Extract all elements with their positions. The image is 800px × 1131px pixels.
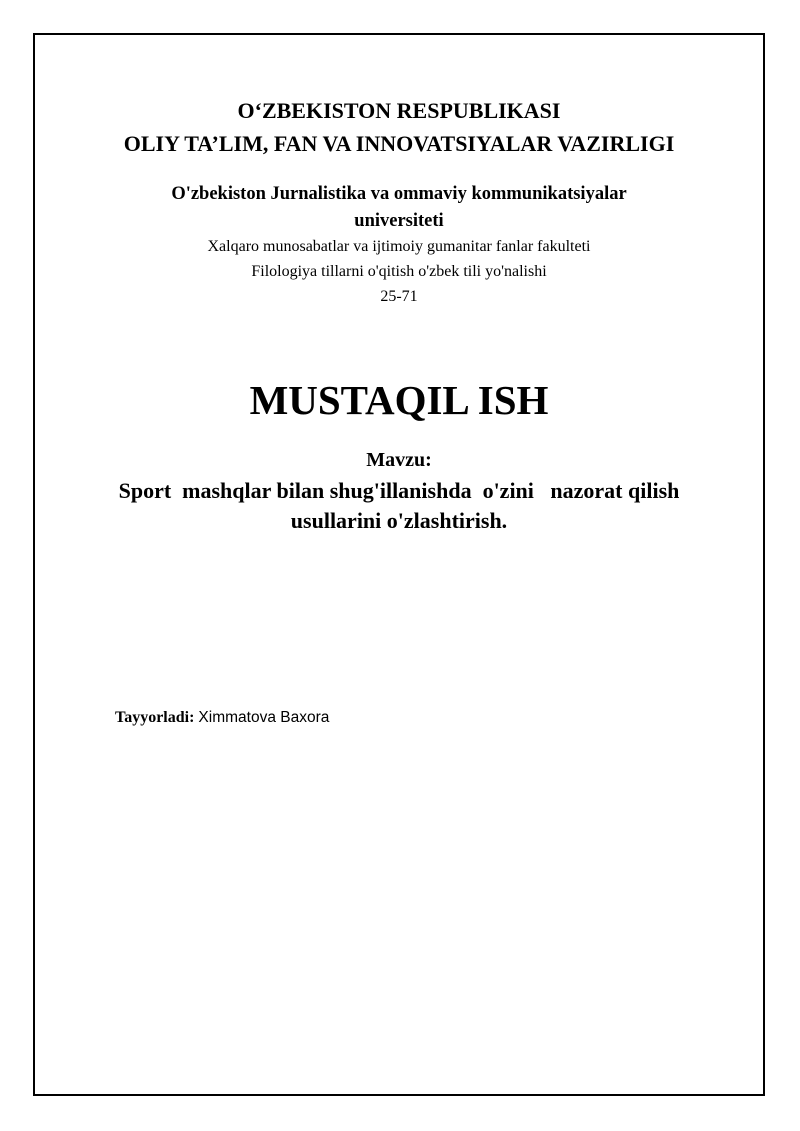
study-direction: Filologiya tillarni o'qitish o'zbek tili yo'nalishi	[251, 263, 547, 280]
author-label: Tayyorladi:	[115, 709, 195, 726]
university-name-line-1: O'zbekiston Jurnalistika va ommaviy kommunikatsiyalar	[171, 184, 627, 204]
university-name-line-2: universiteti	[354, 211, 444, 231]
author-name: Ximmatova Baxora	[198, 709, 330, 726]
topic-text-line-1: Sport mashqlar bilan shug'illanishda o'zini nazorat qilish	[118, 478, 680, 503]
author-line	[115, 707, 329, 729]
ministry-heading: OLIY TA’LIM, FAN VA INNOVATSIYALAR VAZIRLIGI	[123, 131, 675, 156]
republic-heading: O‘ZBEKISTON RESPUBLIKASI	[237, 98, 561, 123]
group-number: 25-71	[380, 288, 418, 305]
document-title: MUSTAQIL ISH	[249, 377, 549, 423]
topic-text-line-2: usullarini o'zlashtirish.	[290, 508, 508, 533]
topic-label: Mavzu:	[366, 449, 432, 471]
faculty-name: Xalqaro munosabatlar va ijtimoiy gumanitar fanlar fakulteti	[207, 238, 591, 255]
